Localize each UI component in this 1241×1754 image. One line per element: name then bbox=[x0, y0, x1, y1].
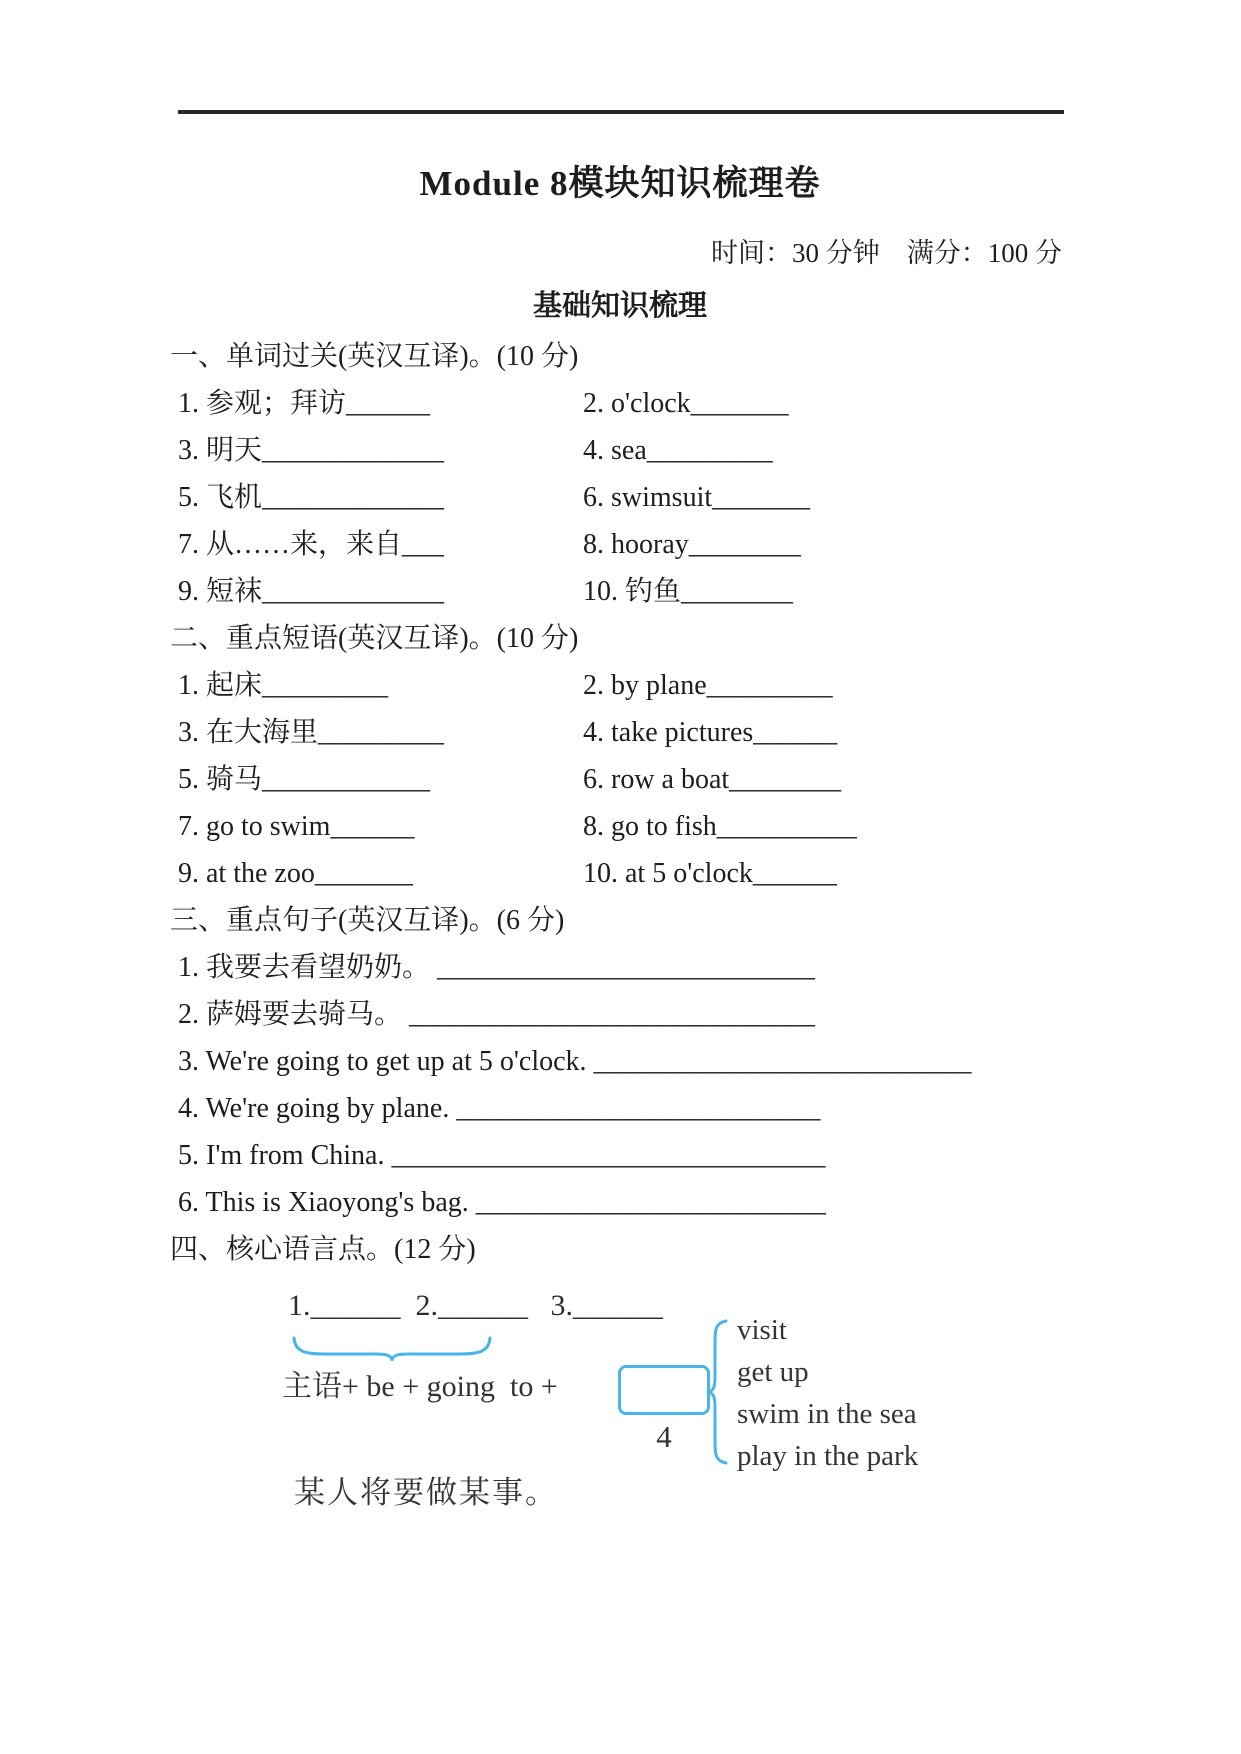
grammar-diagram bbox=[170, 1273, 1070, 1553]
phrase-row bbox=[170, 709, 1070, 756]
word-item: 9. 短袜_____________ bbox=[178, 576, 445, 607]
phrase-item: 10. at 5 o'clock______ bbox=[583, 858, 837, 889]
phrase-row bbox=[170, 803, 1070, 850]
phrase-item: 7. go to swim______ bbox=[178, 811, 415, 842]
section-3-heading: 三、重点句子(英汉互译)。(6 分) bbox=[170, 905, 565, 936]
phrase-item: 2. by plane_________ bbox=[583, 670, 833, 701]
phrase-row bbox=[170, 850, 1070, 897]
phrase-item: 8. go to fish__________ bbox=[583, 811, 857, 842]
subject-header: 基础知识梳理 bbox=[532, 290, 707, 322]
word-item: 8. hooray________ bbox=[583, 529, 801, 560]
phrase-item: 9. at the zoo_______ bbox=[178, 858, 413, 889]
word-item: 2. o'clock_______ bbox=[583, 388, 789, 419]
section-2-heading: 二、重点短语(英汉互译)。(10 分) bbox=[170, 623, 579, 654]
word-item: 6. swimsuit_______ bbox=[583, 482, 811, 513]
diagram-option: get up bbox=[737, 1356, 809, 1388]
word-row bbox=[170, 474, 1070, 521]
sentence-item: 5. I'm from China. _______________________________ bbox=[178, 1140, 826, 1171]
sentence-item: 3. We're going to get up at 5 o'clock. ___________________________ bbox=[178, 1046, 972, 1077]
diagram-numbered-blanks: 1.______ 2.______ 3.______ bbox=[288, 1289, 663, 1322]
diagram-formula: 主语+ be + going to + bbox=[282, 1370, 558, 1403]
phrase-row bbox=[170, 756, 1070, 803]
word-item: 5. 飞机_____________ bbox=[178, 482, 445, 513]
diagram-options-list bbox=[737, 1309, 918, 1477]
exam-body bbox=[170, 333, 1070, 1273]
phrase-item: 1. 起床_________ bbox=[178, 670, 389, 701]
options-brace-icon bbox=[706, 1319, 728, 1465]
section-1-heading: 一、单词过关(英汉互译)。(10 分) bbox=[170, 341, 579, 372]
sentence-item: 2. 萨姆要去骑马。 _____________________________ bbox=[178, 999, 816, 1030]
diagram-box-number: 4 bbox=[656, 1419, 672, 1454]
top-horizontal-rule bbox=[178, 110, 1064, 114]
word-row bbox=[170, 380, 1070, 427]
word-row bbox=[170, 521, 1070, 568]
section-4-heading: 四、核心语言点。(12 分) bbox=[170, 1234, 476, 1265]
phrase-item: 5. 骑马____________ bbox=[178, 764, 431, 795]
phrase-item: 6. row a boat________ bbox=[583, 764, 842, 795]
diagram-caption: 某人将要做某事。 bbox=[294, 1475, 558, 1510]
diagram-option: play in the park bbox=[737, 1440, 919, 1472]
diagram-answer-box bbox=[618, 1365, 710, 1415]
word-item: 7. 从……来，来自___ bbox=[178, 529, 445, 560]
word-row bbox=[170, 427, 1070, 474]
sentence-item: 4. We're going by plane. __________________________ bbox=[178, 1093, 821, 1124]
page-title: Module 8模块知识梳理卷 bbox=[419, 164, 821, 203]
under-brace-icon bbox=[292, 1335, 492, 1361]
word-row bbox=[170, 568, 1070, 615]
phrase-item: 3. 在大海里_________ bbox=[178, 717, 445, 748]
sentence-item: 6. This is Xiaoyong's bag. _________________________ bbox=[178, 1187, 826, 1218]
diagram-option: swim in the sea bbox=[737, 1398, 917, 1430]
word-item: 1. 参观；拜访______ bbox=[178, 388, 431, 419]
sentence-item: 1. 我要去看望奶奶。 ___________________________ bbox=[178, 952, 816, 983]
exam-meta: 时间：30 分钟 满分：100 分 bbox=[711, 238, 1062, 268]
diagram-option: visit bbox=[737, 1314, 787, 1346]
phrase-item: 4. take pictures______ bbox=[583, 717, 838, 748]
word-item: 3. 明天_____________ bbox=[178, 435, 445, 466]
word-item: 10. 钓鱼________ bbox=[583, 576, 794, 607]
phrase-row bbox=[170, 662, 1070, 709]
word-item: 4. sea_________ bbox=[583, 435, 773, 466]
